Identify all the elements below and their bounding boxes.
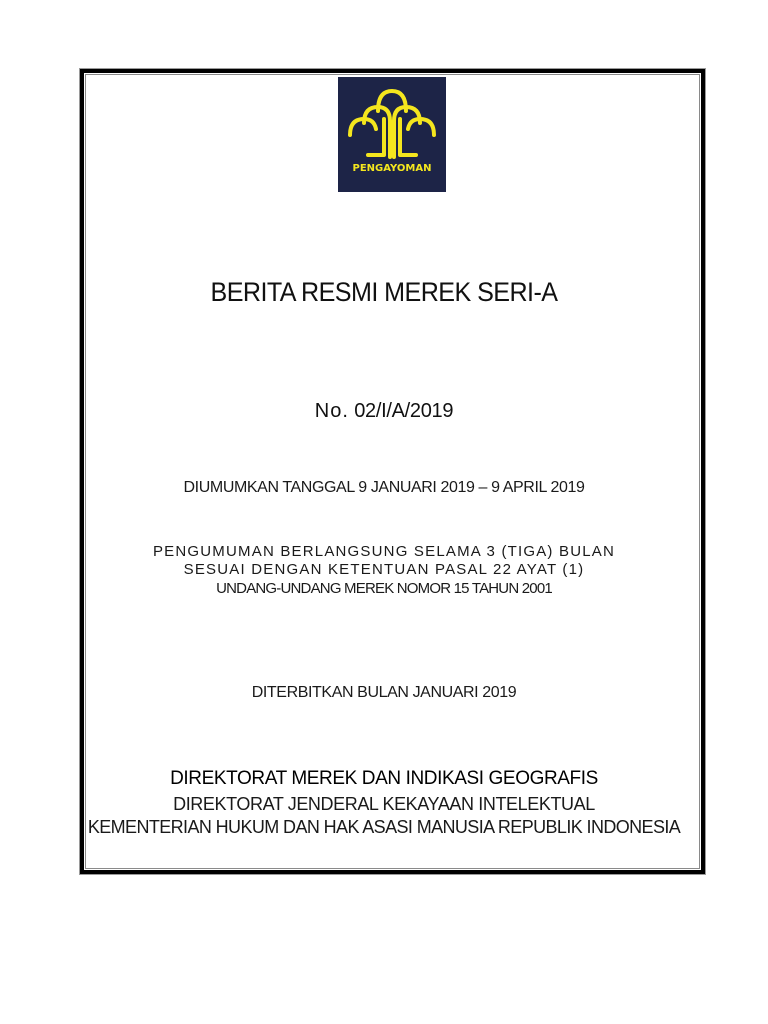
document-number-prefix: No. [314,400,349,422]
page-border-inner [85,74,700,869]
duration-line-3: UNDANG-UNDANG MEREK NOMOR 15 TAHUN 2001 [216,580,552,597]
announcement-period: DIUMUMKAN TANGGAL 9 JANUARI 2019 – 9 APRIL 2019 [183,479,585,496]
document-number [0,400,768,423]
document-title: BERITA RESMI MEREK SERI-A [210,277,558,307]
duration-line-1: PENGUMUMAN BERLANGSUNG SELAMA 3 (TIGA) BULAN [152,543,616,560]
document-number-value: 02/I/A/2019 [354,400,454,422]
ministry-name: KEMENTERIAN HUKUM DAN HAK ASASI MANUSIA REPUBLIK INDONESIA [87,817,681,837]
pengayoman-tree-icon [338,77,446,163]
logo-label: PENGAYOMAN [352,163,432,174]
publication-date: DITERBITKAN BULAN JANUARI 2019 [251,684,517,701]
duration-line-2: SESUAI DENGAN KETENTUAN PASAL 22 AYAT (1) [183,561,585,578]
pengayoman-logo [338,77,446,192]
directorate-name: DIREKTORAT MEREK DAN INDIKASI GEOGRAFIS [170,768,598,789]
directorate-general-name: DIREKTORAT JENDERAL KEKAYAAN INTELEKTUAL [173,794,595,814]
